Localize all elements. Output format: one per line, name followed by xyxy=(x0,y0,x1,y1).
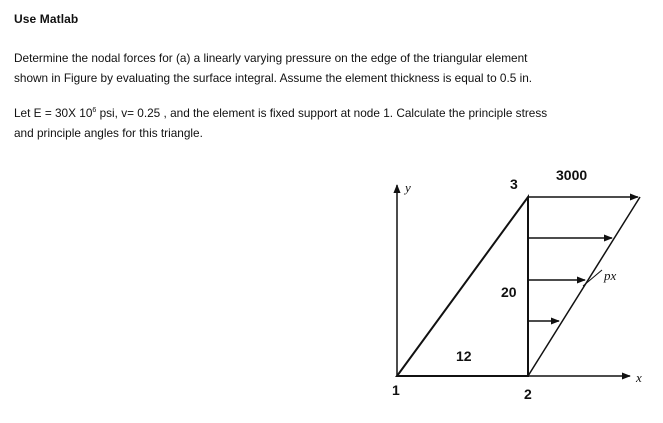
node-2-label: 2 xyxy=(524,386,532,402)
pressure-distribution-edge xyxy=(528,197,640,376)
modulus-text: Let E = 30X 10 xyxy=(14,106,93,120)
y-axis-label: y xyxy=(405,180,411,195)
base-dimension-label: 12 xyxy=(456,348,472,364)
paragraph-line: Determine the nodal forces for (a) a linearly varying pressure on the edge of the triangular element xyxy=(14,51,528,65)
page-title: Use Matlab xyxy=(14,12,79,26)
paragraph-line: and principle angles for this triangle. xyxy=(14,126,203,140)
pressure-label: px xyxy=(604,268,617,283)
max-pressure-label: 3000 xyxy=(556,167,588,183)
modulus-exponent: 6 xyxy=(92,107,97,115)
height-dimension-label: 20 xyxy=(501,284,517,300)
poisson-text: psi, v= 0.25 , and the element is fixed support at node 1. Calculate the principle stress xyxy=(96,106,548,120)
x-axis-label: x xyxy=(636,370,642,385)
node-1-label: 1 xyxy=(392,382,400,398)
paragraph-line: shown in Figure by evaluating the surface integral. Assume the element thickness is equal to 0.5 in. xyxy=(14,71,533,85)
node-3-label: 3 xyxy=(510,176,518,192)
